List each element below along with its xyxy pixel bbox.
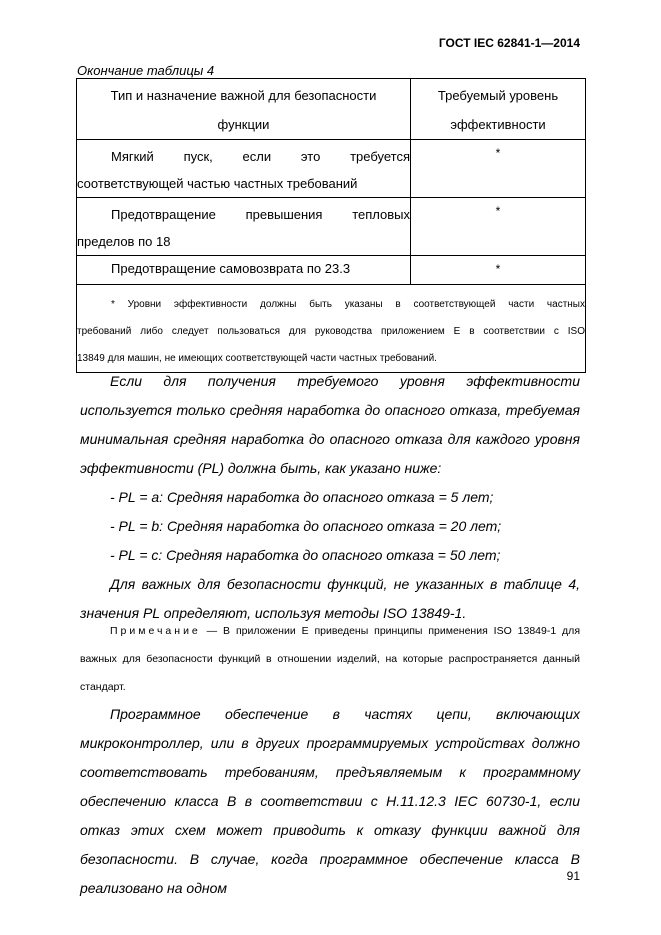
header-level-line2: эффективности	[450, 117, 546, 132]
note-label: Примечание	[110, 625, 201, 637]
table-caption: Окончание таблицы 4	[77, 63, 215, 78]
row-function-cell	[77, 140, 411, 198]
row-level-value: *	[495, 262, 501, 276]
row-level-cell	[411, 140, 586, 198]
header-function-line2: функции	[217, 117, 270, 132]
header-function-line1: Тип и назначение важной для безопасности	[110, 88, 377, 103]
header-level-line1: Требуемый уровень	[437, 88, 559, 103]
requirements-table	[76, 78, 586, 373]
row-function-line1: Мягкий пуск, если это требуется	[111, 149, 410, 164]
table-row	[77, 256, 586, 285]
table-header-row	[77, 79, 586, 140]
header-cell-function	[77, 79, 411, 140]
header-cell-level	[411, 79, 586, 140]
body-block-2	[80, 700, 580, 903]
body-block-1	[80, 367, 580, 628]
note-text: — В приложении Е приведены принципы применения ISO 13849-1 для важных для безопасности функций в отношении изделий, на которые распространяется данный стандарт.	[80, 625, 580, 693]
table-footnote	[77, 285, 586, 373]
table-row	[77, 198, 586, 256]
footnote-line3: 13849 для машин, не имеющих соответствующей части частных требований.	[77, 353, 437, 364]
row-function-line2: соответствующей частью частных требований	[77, 176, 358, 191]
footnote-line2: требований либо следует пользоваться для руководства приложением Е в соответствии с ISO	[77, 326, 585, 337]
list-item: - PL = a: Средняя наработка до опасного отказа = 5 лет;	[110, 489, 494, 505]
paragraph-pl-requirement: Если для получения требуемого уровня эффективности используется только средняя наработка до опасного отказа, требуемая минимальная средняя наработка до опасного отказа для каждого уровня эффективности (PL) должна быть, как указано ниже:	[80, 373, 580, 476]
table-row	[77, 140, 586, 198]
row-function-cell	[77, 198, 411, 256]
row-level-value: *	[495, 146, 501, 160]
paragraph-software: Программное обеспечение в частях цепи, включающих микроконтроллер, или в других программируемых устройствах должно соответствовать требованиям, предъявляемым к программному обеспечению класса В в соответствии с Н.11.12.3 IEC 60730-1, если отказ этих схем может приводить к отказу функции важной для безопасности. В случае, когда программное обеспечение класса В реализовано на одном	[80, 706, 580, 896]
list-item: - PL = b: Средняя наработка до опасного отказа = 20 лет;	[110, 518, 502, 534]
row-function-line2: пределов по 18	[77, 234, 171, 249]
row-function-line1: Предотвращение самовозврата по 23.3	[111, 261, 351, 276]
document-standard-header: ГОСТ IEC 62841-1—2014	[438, 36, 580, 50]
row-function-cell	[77, 256, 411, 285]
row-level-value: *	[495, 204, 501, 218]
list-item: - PL = c: Средняя наработка до опасного отказа = 50 лет;	[110, 547, 501, 563]
footnote-line1: * Уровни эффективности должны быть указаны в соответствующей части частных	[111, 299, 585, 310]
paragraph-pl-methods: Для важных для безопасности функций, не указанных в таблице 4, значения PL определяют, используя методы ISO 13849-1.	[80, 576, 580, 621]
page-number: 91	[566, 869, 580, 883]
row-function-line1: Предотвращение превышения тепловых	[111, 207, 410, 222]
note-block	[80, 617, 580, 701]
table-footnote-row	[77, 285, 586, 373]
row-level-cell	[411, 198, 586, 256]
row-level-cell	[411, 256, 586, 285]
